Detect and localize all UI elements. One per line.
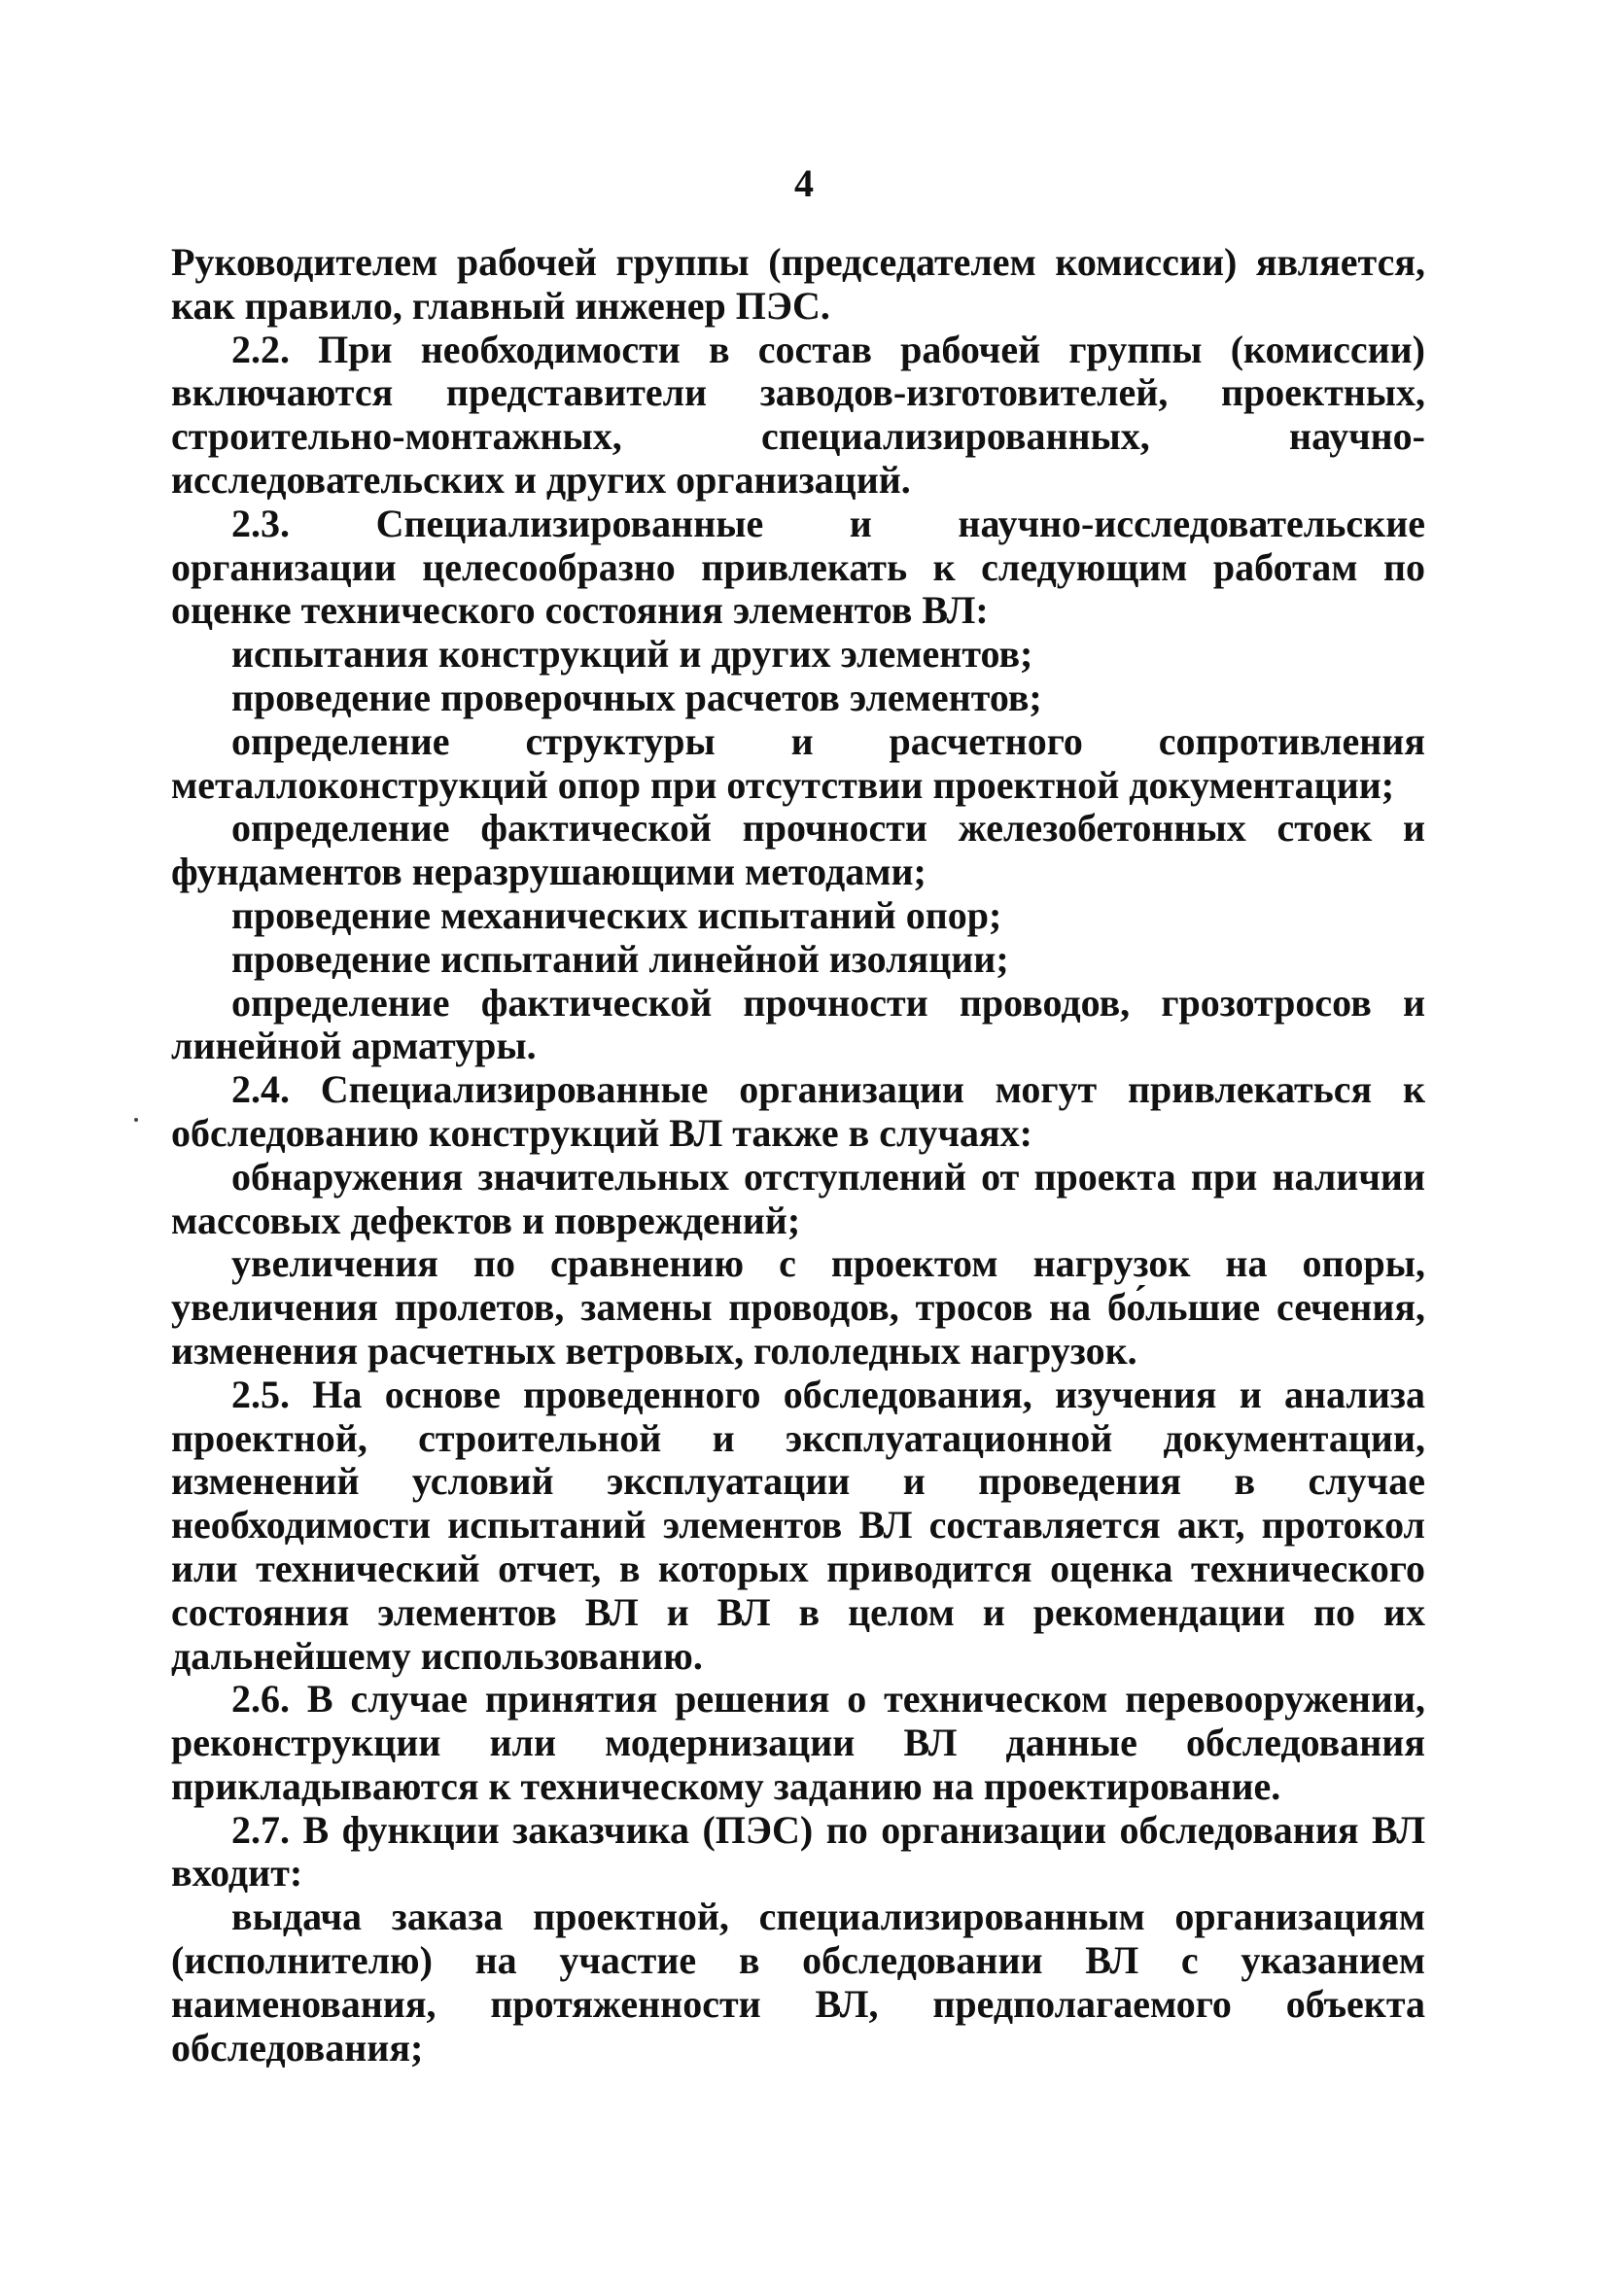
- paragraph-2-2: 2.2. При необходимости в состав рабочей группы (комиссии) включаются представители заводов-изготовителей, проектных, строительно-монтажных, специализированных, научно-исследовательских и других организаций.: [171, 327, 1425, 502]
- page-number: 4: [794, 161, 814, 205]
- list-item-mechanical-tests: проведение механических испытаний опор;: [231, 892, 1002, 937]
- scan-speck: [134, 1118, 138, 1122]
- paragraph-leader-intro: Руководителем рабочей группы (председателем комиссии) является, как правило, главный инженер ПЭС.: [171, 240, 1425, 328]
- paragraph-2-7: 2.7. В функции заказчика (ПЭС) по организации обследования ВЛ входит:: [171, 1807, 1425, 1896]
- page-body: [171, 241, 1425, 2070]
- list-item-structure-testing: испытания конструкций и других элементов;: [231, 632, 1033, 677]
- paragraph-2-3: 2.3. Специализированные и научно-исследовательские организации целесообразно привлекать к следующим работам по оценке технического состояния элементов ВЛ:: [171, 501, 1425, 633]
- list-item-wire-strength: определение фактической прочности проводов, грозотросов и линейной арматуры.: [171, 980, 1425, 1068]
- paragraph-2-5: 2.5. На основе проведенного обследования, изучения и анализа проектной, строительной и эксплуатационной документации, изменений условий эксплуатации и проведения в случае необходимости испытаний элементов ВЛ составляется акт, протокол или технический отчет, в которых приводится оценка технического состояния элементов ВЛ и ВЛ в целом и рекомендации по их дальнейшему использованию.: [171, 1372, 1425, 1678]
- paragraph-2-6: 2.6. В случае принятия решения о техническом перевооружении, реконструкции или модернизации ВЛ данные обследования прикладываются к техническому заданию на проектирование.: [171, 1677, 1425, 1808]
- list-item-insulation-tests: проведение испытаний линейной изоляции;: [231, 936, 1009, 981]
- list-item-concrete-strength: определение фактической прочности железобетонных стоек и фундаментов неразрушающими методами;: [171, 806, 1425, 894]
- list-item-order-issuance: выдача заказа проектной, специализированным организациям (исполнителю) на участие в обследовании ВЛ с указанием наименования, протяженности ВЛ, предполагаемого объекта обследования;: [171, 1895, 1425, 2070]
- list-item-metal-structure-resistance: определение структуры и расчетного сопротивления металлоконструкций опор при отсутствии проектной документации;: [171, 718, 1425, 807]
- list-item-project-deviations: обнаружения значительных отступлений от проекта при наличии массовых дефектов и повреждений;: [171, 1154, 1425, 1242]
- list-item-verification-calculations: проведение проверочных расчетов элементов;: [231, 675, 1042, 719]
- list-item-load-increase: увеличения по сравнению с проектом нагрузок на опоры, увеличения пролетов, замены проводов, тросов на бо́льшие сечения, изменения расчетных ветровых, гололедных нагрузок.: [171, 1241, 1425, 1373]
- paragraph-2-4: 2.4. Специализированные организации могут привлекаться к обследованию конструкций ВЛ также в случаях:: [171, 1067, 1425, 1155]
